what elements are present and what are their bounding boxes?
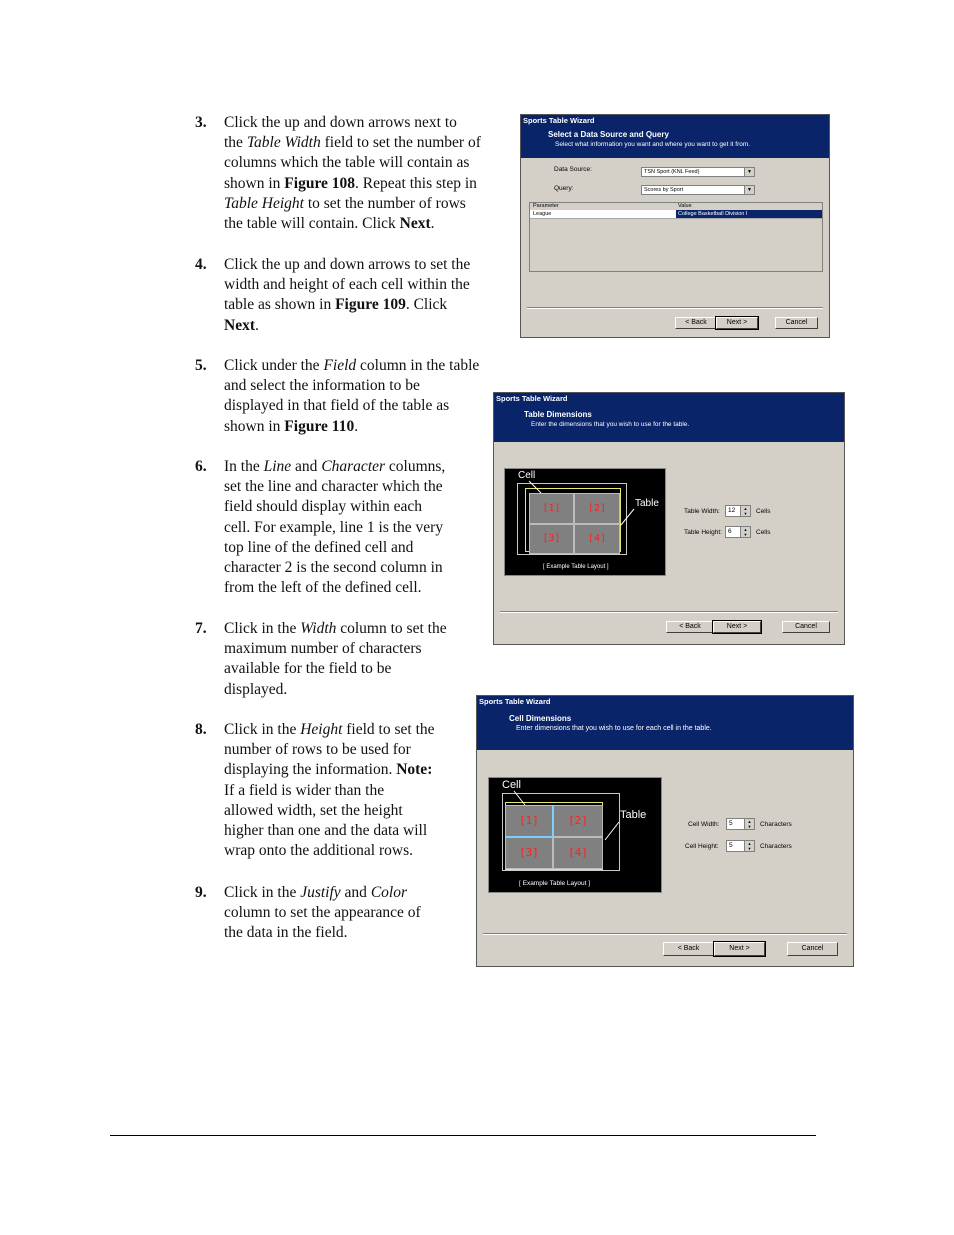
example-cell-3: [3] xyxy=(505,837,553,869)
callout-lines xyxy=(505,469,667,577)
table-height-value: 6 xyxy=(728,528,732,535)
example-cell-4: [4] xyxy=(553,837,603,869)
chevron-down-icon[interactable]: ▼ xyxy=(744,168,754,176)
example-cell-1: [1] xyxy=(529,493,574,524)
example-caption: [ Example Table Layout ] xyxy=(519,880,591,887)
cell-width-value: 5 xyxy=(729,820,733,827)
step-line: shown in Figure 110. xyxy=(224,417,359,435)
table-width-label: Table Width: xyxy=(684,508,720,515)
step-line: and select the information to be xyxy=(224,377,420,395)
column-header-value: Value xyxy=(678,203,692,209)
step-text xyxy=(224,356,479,437)
table-label: Table xyxy=(635,498,659,509)
dialog-heading: Cell Dimensions xyxy=(509,714,572,723)
step-line: displayed in that field of the table as xyxy=(224,397,450,415)
table-height-label: Table Height: xyxy=(684,529,722,536)
example-cell-1: [1] xyxy=(505,805,553,837)
step-line: the Table Width field to set the number of xyxy=(224,134,481,152)
table-width-value: 12 xyxy=(728,507,736,514)
query-label: Query: xyxy=(554,185,574,192)
step-line: Click in the Height field to set the xyxy=(224,721,435,738)
query-select[interactable] xyxy=(641,185,755,195)
step-line: maximum number of characters xyxy=(224,640,422,658)
spin-arrows-icon[interactable]: ▲ ▼ xyxy=(740,506,750,516)
step-text xyxy=(224,619,447,700)
step-number: 9. xyxy=(195,884,207,901)
step-number: 7. xyxy=(195,620,207,637)
step-text xyxy=(224,883,421,944)
step-line: table as shown in Figure 109. Click xyxy=(224,296,448,314)
step-line: Click in the Width column to set the xyxy=(224,620,447,637)
column-header-parameter: Parameter xyxy=(533,203,559,209)
data-source-dialog xyxy=(520,114,830,338)
cell-height-unit: Characters xyxy=(760,843,792,850)
dialog-heading: Select a Data Source and Query xyxy=(548,130,669,139)
spin-arrows-icon[interactable]: ▲ ▼ xyxy=(740,527,750,537)
table-height-stepper[interactable] xyxy=(725,526,751,538)
step-line: the data in the field. xyxy=(224,924,348,942)
cell-width-label: Cell Width: xyxy=(688,821,720,828)
step-line: Click under the Field column in the table xyxy=(224,357,480,374)
table-height-unit: Cells xyxy=(756,529,771,536)
dialog-banner xyxy=(494,404,844,442)
step-text xyxy=(224,113,481,234)
step-line: width and height of each cell within the xyxy=(224,276,470,294)
back-button[interactable]: < Back xyxy=(663,942,714,956)
step-text xyxy=(224,255,470,336)
example-table-layout xyxy=(488,777,662,893)
spin-arrows-icon[interactable]: ▲ ▼ xyxy=(744,841,754,851)
step-line: higher than one and the data will xyxy=(224,822,428,840)
value-cell[interactable]: College Basketball Division I xyxy=(676,210,822,218)
parameter-grid[interactable] xyxy=(529,202,823,272)
step-line: Table Height to set the number of rows xyxy=(224,194,466,212)
data-source-value: TSN Sport (KNL Feed) xyxy=(644,169,700,175)
window-title: Sports Table Wizard xyxy=(521,115,829,126)
step-line: cell. For example, line 1 is the very xyxy=(224,518,444,536)
callout-lines xyxy=(489,778,663,894)
example-cell-2: [2] xyxy=(574,493,620,524)
cell-height-value: 5 xyxy=(729,842,733,849)
chevron-down-icon[interactable]: ▼ xyxy=(744,186,754,194)
window-title: Sports Table Wizard xyxy=(477,696,853,707)
example-caption: [ Example Table Layout ] xyxy=(543,564,609,570)
step-number: 8. xyxy=(195,721,207,738)
example-cell-4: [4] xyxy=(574,524,620,554)
cancel-button[interactable]: Cancel xyxy=(787,942,838,956)
next-button[interactable]: Next > xyxy=(713,621,761,633)
step-line: set the line and character which the xyxy=(224,478,443,496)
step-line: Click the up and down arrows next to xyxy=(224,114,457,131)
step-line: from the left of the defined cell. xyxy=(224,579,422,597)
next-button[interactable]: Next > xyxy=(714,942,765,956)
step-line: wrap onto the additional rows. xyxy=(224,842,413,860)
step-number: 5. xyxy=(195,357,207,374)
divider xyxy=(483,933,847,935)
example-cell-3: [3] xyxy=(529,524,574,554)
step-text xyxy=(224,457,445,598)
step-line: number of rows to be used for xyxy=(224,741,411,759)
table-width-unit: Cells xyxy=(756,508,771,515)
step-line: displaying the information. Note: xyxy=(224,761,433,779)
divider xyxy=(500,611,838,613)
dialog-subheading: Enter the dimensions that you wish to use for the table. xyxy=(531,421,690,428)
step-line: top line of the defined cell and xyxy=(224,538,414,556)
step-number: 3. xyxy=(195,114,207,131)
step-line: column to set the appearance of xyxy=(224,904,421,922)
step-line: columns which the table will contain as xyxy=(224,154,470,172)
table-width-stepper[interactable] xyxy=(725,505,751,517)
footer-rule xyxy=(110,1135,816,1136)
divider xyxy=(527,307,823,309)
step-text xyxy=(224,720,435,861)
table-row[interactable] xyxy=(530,210,822,219)
example-table-layout xyxy=(504,468,666,576)
window-title: Sports Table Wizard xyxy=(494,393,844,404)
data-source-select[interactable] xyxy=(641,167,755,177)
step-line: character 2 is the second column in xyxy=(224,559,443,577)
dialog-banner xyxy=(477,707,853,750)
cell-height-label: Cell Height: xyxy=(685,843,719,850)
dialog-banner xyxy=(521,126,829,158)
step-number: 6. xyxy=(195,458,207,475)
dialog-heading: Table Dimensions xyxy=(524,410,592,419)
back-button[interactable]: < Back xyxy=(675,317,717,329)
step-line: field should display within each xyxy=(224,498,423,516)
step-line: If a field is wider than the xyxy=(224,781,385,799)
query-value: Scores by Sport xyxy=(644,187,684,193)
parameter-cell: League xyxy=(533,211,552,217)
step-line: shown in Figure 108. Repeat this step in xyxy=(224,174,477,192)
step-line: allowed width, set the height xyxy=(224,801,403,819)
step-line: the table will contain. Click Next. xyxy=(224,215,435,233)
step-line: Next. xyxy=(224,316,259,334)
cell-label: Cell xyxy=(502,779,521,791)
step-line: available for the field to be xyxy=(224,660,392,678)
step-line: Click in the Justify and Color xyxy=(224,884,407,901)
step-line: Click the up and down arrows to set the xyxy=(224,256,471,273)
data-source-label: Data Source: xyxy=(554,166,592,173)
step-number: 4. xyxy=(195,256,207,273)
dialog-subheading: Select what information you want and where you want to get it from. xyxy=(555,141,751,148)
cell-dimensions-dialog xyxy=(476,695,854,967)
table-dimensions-dialog xyxy=(493,392,845,645)
table-label: Table xyxy=(620,809,647,821)
back-button[interactable]: < Back xyxy=(666,621,714,633)
dialog-subheading: Enter dimensions that you wish to use for each cell in the table. xyxy=(516,725,712,732)
cancel-button[interactable]: Cancel xyxy=(775,317,818,329)
step-line: displayed. xyxy=(224,680,288,698)
cell-width-unit: Characters xyxy=(760,821,792,828)
cell-width-stepper[interactable] xyxy=(726,818,755,830)
example-cell-2: [2] xyxy=(553,805,603,837)
cancel-button[interactable]: Cancel xyxy=(782,621,830,633)
step-line: In the Line and Character columns, xyxy=(224,458,446,475)
spin-arrows-icon[interactable]: ▲ ▼ xyxy=(744,819,754,829)
cell-label: Cell xyxy=(518,470,536,481)
cell-height-stepper[interactable] xyxy=(726,840,755,852)
next-button[interactable]: Next > xyxy=(716,317,758,329)
